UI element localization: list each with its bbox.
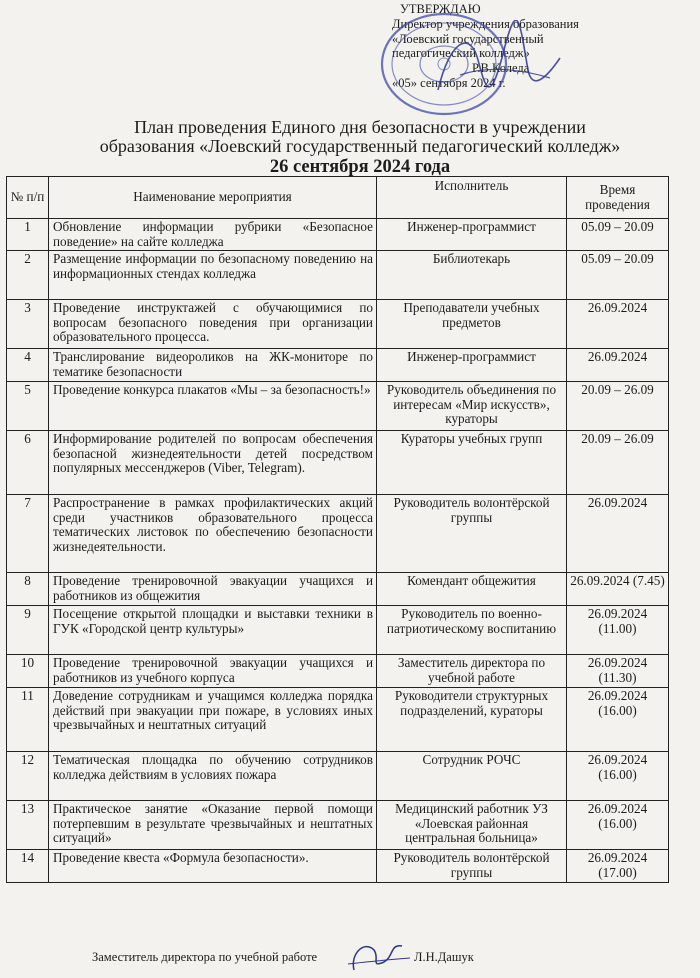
row-executor: Преподаватели учебных предметов — [377, 300, 567, 349]
row-executor: Комендант общежития — [377, 573, 567, 606]
table-row — [7, 349, 669, 382]
row-time: 05.09 – 20.09 — [567, 251, 669, 300]
approval-position-line2: «Лоевский государственный — [392, 31, 544, 46]
row-executor: Инженер-программист — [377, 349, 567, 382]
footer-name: Л.Н.Дашук — [414, 950, 474, 964]
document-title-line1: План проведения Единого дня безопасности в учреждении — [134, 117, 586, 137]
row-executor: Руководитель волонтёрской группы — [377, 495, 567, 573]
row-number: 5 — [7, 382, 49, 431]
row-number: 10 — [7, 655, 49, 688]
table-row — [7, 655, 669, 688]
table-row — [7, 300, 669, 349]
row-number: 7 — [7, 495, 49, 573]
table-row — [7, 752, 669, 801]
approval-position-line3: педагогический колледж» — [392, 46, 530, 61]
row-event: Размещение информации по безопасному поведению на информационных стендах колледжа — [49, 251, 377, 300]
row-number: 3 — [7, 300, 49, 349]
table-row — [7, 251, 669, 300]
row-number: 6 — [7, 431, 49, 495]
row-time: 26.09.2024 — [567, 349, 669, 382]
row-executor: Руководитель объединения по интересам «Мир искусств», кураторы — [377, 382, 567, 431]
row-executor: Руководители структурных подразделений, кураторы — [377, 688, 567, 752]
row-number: 1 — [7, 219, 49, 251]
table-row — [7, 606, 669, 655]
row-executor: Инженер-программист — [377, 219, 567, 251]
approval-date: «05» сентября 2024 г. — [392, 75, 506, 90]
row-executor: Руководитель волонтёрской группы — [377, 850, 567, 883]
table-row — [7, 219, 669, 251]
row-number: 13 — [7, 801, 49, 850]
row-executor: Библиотекарь — [377, 251, 567, 300]
row-number: 14 — [7, 850, 49, 883]
header-executor: Исполнитель — [377, 177, 567, 219]
row-event: Обновление информации рубрики «Безопасное поведение» на сайте колледжа — [49, 219, 377, 251]
row-event: Информирование родителей по вопросам обеспечения безопасной жизнедеятельности детей посредством популярных мессенджеров (Viber, Telegram). — [49, 431, 377, 495]
row-event: Проведение инструктажей с обучающимися по вопросам безопасного поведения при организации образовательного процесса. — [49, 300, 377, 349]
row-event: Проведение конкурса плакатов «Мы – за безопасность!» — [49, 382, 377, 431]
table-header-row — [7, 177, 669, 219]
row-time: 26.09.2024 (16.00) — [567, 688, 669, 752]
row-time: 05.09 – 20.09 — [567, 219, 669, 251]
row-number: 11 — [7, 688, 49, 752]
table-row — [7, 431, 669, 495]
row-executor: Сотрудник РОЧС — [377, 752, 567, 801]
table-row — [7, 850, 669, 883]
row-executor: Руководитель по военно-патриотическому воспитанию — [377, 606, 567, 655]
row-event: Проведение тренировочной эвакуации учащихся и работников из общежития — [49, 573, 377, 606]
approval-block — [392, 2, 692, 91]
row-time: 26.09.2024 (11.00) — [567, 606, 669, 655]
table-row — [7, 573, 669, 606]
row-event: Тематическая площадка по обучению сотрудников колледжа действиям в условиях пожара — [49, 752, 377, 801]
row-executor: Заместитель директора по учебной работе — [377, 655, 567, 688]
document-title-line2: образования «Лоевский государственный педагогический колледж» — [99, 136, 621, 156]
approval-name: Р.В.Коледа — [472, 61, 530, 76]
row-time: 26.09.2024 (16.00) — [567, 801, 669, 850]
table-row — [7, 382, 669, 431]
row-executor: Кураторы учебных групп — [377, 431, 567, 495]
approval-position-line1: Директор учреждения образования — [392, 16, 579, 31]
table-row — [7, 495, 669, 573]
row-event: Транслирование видеороликов на ЖК-мониторе по тематике безопасности — [49, 349, 377, 382]
document-date: 26 сентября 2024 года — [269, 157, 451, 177]
row-event: Доведение сотрудникам и учащимся колледжа порядка действий при эвакуации при пожаре, в условиях иных чрезвычайных и нештатных ситуаций — [49, 688, 377, 752]
row-time: 26.09.2024 — [567, 495, 669, 573]
row-number: 9 — [7, 606, 49, 655]
row-event: Распространение в рамках профилактических акций среди участников образовательного процесса тематических листовок по обеспечению безопасности жизнедеятельности. — [49, 495, 377, 573]
row-event: Практическое занятие «Оказание первой помощи потерпевшим в результате чрезвычайных и нештатных ситуаций» — [49, 801, 377, 850]
table-row — [7, 801, 669, 850]
row-time: 20.09 – 26.09 — [567, 382, 669, 431]
events-table — [6, 176, 669, 883]
footer-position: Заместитель директора по учебной работе — [92, 950, 318, 964]
header-num: № п/п — [7, 177, 49, 219]
row-time: 26.09.2024 (11.30) — [567, 655, 669, 688]
row-number: 12 — [7, 752, 49, 801]
approval-heading: УТВЕРЖДАЮ — [400, 2, 481, 16]
row-time: 26.09.2024 (16.00) — [567, 752, 669, 801]
row-event: Проведение квеста «Формула безопасности». — [49, 850, 377, 883]
row-time: 26.09.2024 (17.00) — [567, 850, 669, 883]
row-time: 26.09.2024 (7.45) — [567, 573, 669, 606]
row-time: 20.09 – 26.09 — [567, 431, 669, 495]
header-event: Наименование мероприятия — [49, 177, 377, 219]
row-event: Посещение открытой площадки и выставки техники в ГУК «Городской центр культуры» — [49, 606, 377, 655]
row-time: 26.09.2024 — [567, 300, 669, 349]
document-title — [40, 118, 680, 156]
deputy-signature-icon — [340, 936, 418, 976]
row-number: 4 — [7, 349, 49, 382]
header-time: Время проведения — [567, 177, 669, 219]
table-row — [7, 688, 669, 752]
row-event: Проведение тренировочной эвакуации учащихся и работников из учебного корпуса — [49, 655, 377, 688]
row-number: 8 — [7, 573, 49, 606]
row-executor: Медицинский работник УЗ «Лоевская районная центральная больница» — [377, 801, 567, 850]
row-number: 2 — [7, 251, 49, 300]
